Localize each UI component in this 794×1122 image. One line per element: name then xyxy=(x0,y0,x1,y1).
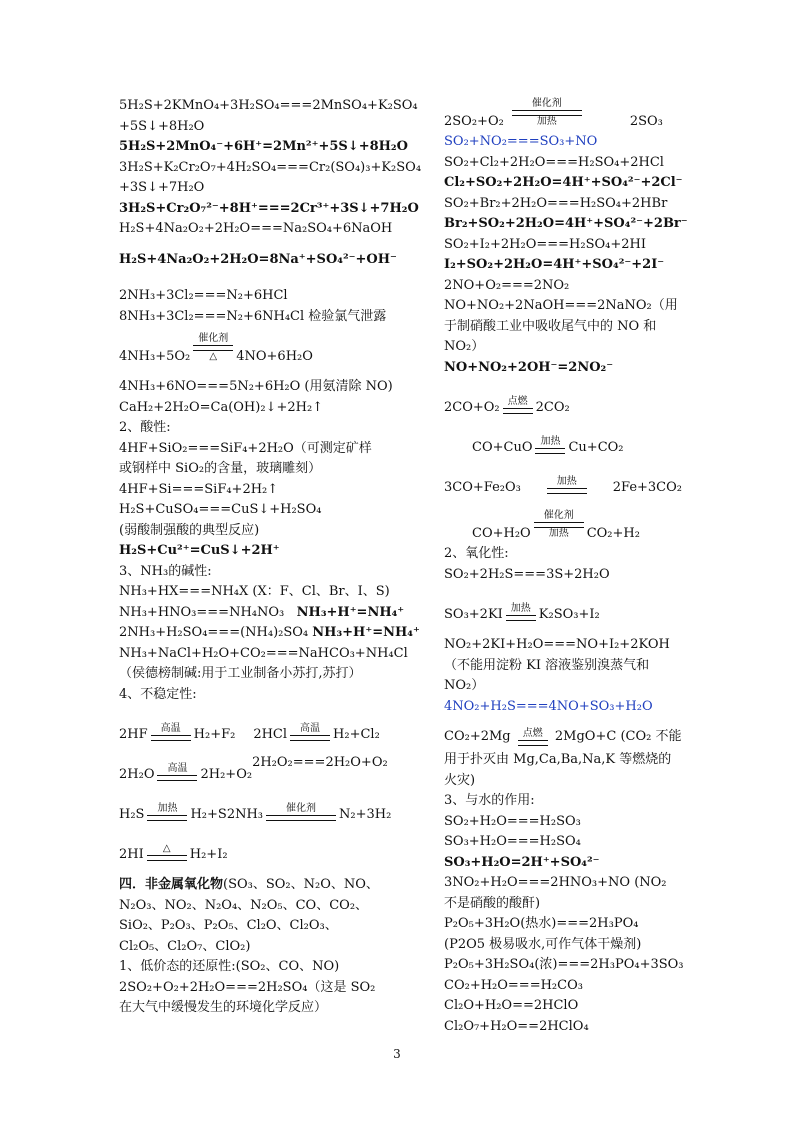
eq-hou-process: NH₃+NaCl+H₂O+CO₂===NaHCO₃+NH₄Cl xyxy=(119,645,408,661)
arrow-high-temp: 高温 xyxy=(290,723,330,741)
ionic-br2-so2: Br₂+SO₂+2H₂O=4H⁺+SO₄²⁻+2Br⁻ xyxy=(444,216,688,231)
eq-h2s-kmno4-cont: +5S↓+8H₂O xyxy=(119,118,205,134)
eq-nh3-cl2-excess: 8NH₃+3Cl₂===N₂+6NH₄Cl 检验氯气泄露 xyxy=(119,308,387,324)
ionic-cl2-so2: Cl₂+SO₂+2H₂O=4H⁺+SO₄²⁻+2Cl⁻ xyxy=(444,175,683,190)
eq-h2s-nh3-decomp-row: H₂S 加热 H₂+S 2NH₃ 催化剂 N₂+3H₂ xyxy=(119,803,392,822)
arrow-heat: 加热 xyxy=(547,476,587,494)
arrow-heat: 加热 xyxy=(535,436,565,454)
eq-no-no2-naoh: NO+NO₂+2NaOH===2NaNO₂（用于制硝酸工业中吸收尾气中的 NO 和 NO₂） xyxy=(444,298,678,354)
note-weak-acid: (弱酸制强酸的典型反应) xyxy=(119,522,260,538)
heading-with-water: 3、与水的作用: xyxy=(444,793,535,808)
eq-h2s-cuso4: H₂S+CuSO₄===CuS↓+H₂SO₄ xyxy=(119,502,322,517)
heading-nh3-basicity: 3、NH₃的碱性: xyxy=(119,563,212,579)
arrow-ignite: 点燃 xyxy=(518,728,548,746)
eq-co-cuo: CO+CuO 加热 Cu+CO₂ xyxy=(472,436,624,455)
ionic-h2s-na2o2: H₂S+4Na₂O₂+2H₂O=8Na⁺+SO₄²⁻+OH⁻ xyxy=(119,251,397,267)
arrow-high-temp: 高温 xyxy=(151,723,191,741)
right-column xyxy=(444,96,688,1037)
ionic-so3-h2o: SO₃+H₂O=2H⁺+SO₄²⁻ xyxy=(444,854,600,870)
eq-so2-no2: SO₂+NO₂===SO₃+NO xyxy=(444,134,598,149)
eq-hf-decomp-row: 2HF 高温 H₂+F₂ 2HCl 高温 H₂+Cl₂ xyxy=(119,723,380,742)
eq-so2-br2: SO₂+Br₂+2H₂O===H₂SO₄+2HBr xyxy=(444,195,668,211)
eq-so2-cl2: SO₂+Cl₂+2H₂O===H₂SO₄+2HCl xyxy=(444,154,664,170)
ionic-h2s-cr2o7: 3H₂S+Cr₂O₇²⁻+8H⁺===2Cr³⁺+3S↓+7H₂O xyxy=(119,200,419,216)
arrow-ignite: 点燃 xyxy=(503,396,533,414)
eq-no-o2: 2NO+O₂===2NO₂ xyxy=(444,277,570,293)
eq-nh3-o2: 4NH₃+5O₂ 催化剂 △ 4NO+6H₂O xyxy=(119,333,313,364)
eq-p2o5-h2o: P₂O₅+3H₂O(热水)===2H₃PO₄ (P2O5 极易吸水,可作气体干燥剂) xyxy=(444,916,642,952)
ionic-h2s-cu: H₂S+Cu²⁺=CuS↓+2H⁺ xyxy=(119,543,280,558)
eq-hi-decomp: 2HI △ H₂+I₂ xyxy=(119,843,228,862)
left-column xyxy=(119,96,422,1019)
eq-so2-h2s: SO₂+2H₂S===3S+2H₂O xyxy=(444,566,610,582)
eq-h2o-decomp-row: 2H₂O 高温 2H₂+O₂ 2H₂O₂===2H₂O+O₂ xyxy=(119,754,388,782)
eq-nh3-cl2: 2NH₃+3Cl₂===N₂+6HCl xyxy=(119,288,288,303)
arrow-high-temp: 高温 xyxy=(157,763,197,781)
eq-cl2o-h2o: Cl₂O+H₂O==2HClO xyxy=(444,998,579,1013)
eq-hf-si: 4HF+Si===SiF₄+2H₂↑ xyxy=(119,481,279,497)
eq-co2-mg: CO₂+2Mg 点燃 2MgO+C (CO₂ 不能用于扑灭由 Mg,Ca,Ba,Na,K 等燃烧的火灾) xyxy=(444,728,682,788)
eq-co-fe2o3: 3CO+Fe₂O₃ 加热 2Fe+3CO₂ xyxy=(444,476,682,495)
eq-so2-o2: 2SO₂+O₂ 催化剂 加热 2SO₃ xyxy=(444,98,663,129)
eq-no2-h2o: 3NO₂+H₂O===2HNO₃+NO (NO₂ 不是硝酸的酸酐) xyxy=(444,875,667,911)
eq-h2s-k2cr2o7: 3H₂S+K₂Cr₂O₇+4H₂SO₄===Cr₂(SO₄)₃+K₂SO₄ xyxy=(119,159,422,175)
eq-hf-sio2: 4HF+SiO₂===SiF₄+2H₂O（可测定矿样或钢样中 SiO₂的含量，玻璃雕刻） xyxy=(119,440,372,476)
note-hou-process: （侯德榜制碱:用于工业制备小苏打,苏打） xyxy=(119,666,362,681)
arrow-catalyst-heat: 催化剂 加热 xyxy=(512,98,582,128)
eq-so2-i2: SO₂+I₂+2H₂O===H₂SO₄+2HI xyxy=(444,236,647,252)
heading-low-valence: 1、低价态的还原性:(SO₂、CO、NO) xyxy=(119,959,340,974)
eq-co2-h2o: CO₂+H₂O===H₂CO₃ xyxy=(444,977,583,993)
heading-instability: 4、不稳定性: xyxy=(119,686,197,702)
eq-no2-ki: NO₂+2KI+H₂O===NO+I₂+2KOH（不能用淀粉 KI 溶液鉴别溴蒸气和 NO₂） xyxy=(444,637,670,693)
heading-acidity: 2、酸性: xyxy=(119,420,171,435)
eq-nh3-hno3: NH₃+HNO₃===NH₄NO₃ NH₃+H⁺=NH₄⁺ xyxy=(119,604,405,620)
eq-h2s-kmno4: 5H₂S+2KMnO₄+3H₂SO₄===2MnSO₄+K₂SO₄ xyxy=(119,98,418,113)
arrow-catalyst-heat: 催化剂 加热 xyxy=(534,510,584,540)
eq-cah2-h2o: CaH₂+2H₂O=Ca(OH)₂↓+2H₂↑ xyxy=(119,399,324,415)
heading-nonmetal-oxides: 四．非金属氧化物(SO₃、SO₂、N₂O、NO、N₂O₃、NO₂、N₂O₄、N₂O₅、CO、CO₂、SiO₂、P₂O₃、P₂O₅、Cl₂O、Cl₂O₃、Cl₂O₅、Cl₂O₇、ClO₂) xyxy=(119,877,379,954)
eq-co-h2o: CO+H₂O 催化剂 加热 CO₂+H₂ xyxy=(472,510,640,541)
eq-h2o2-decomp: 2H₂O₂===2H₂O+O₂ xyxy=(252,754,388,770)
ionic-h2s-mno4: 5H₂S+2MnO₄⁻+6H⁺=2Mn²⁺+5S↓+8H₂O xyxy=(119,139,408,154)
arrow-heat: 加热 xyxy=(147,803,187,821)
ionic-no-no2-oh: NO+NO₂+2OH⁻=2NO₂⁻ xyxy=(444,359,614,375)
note-co2-mg: (CO₂ 不能用于扑灭由 Mg,Ca,Ba,Na,K 等燃烧的火灾) xyxy=(444,729,682,788)
arrow-catalyst: 催化剂 xyxy=(266,803,336,821)
eq-no2-h2s: 4NO₂+H₂S===4NO+SO₃+H₂O xyxy=(444,698,653,714)
eq-nh3-hx: NH₃+HX===NH₄X (X：F、Cl、Br、I、S) xyxy=(119,584,390,599)
eq-so3-h2o: SO₃+H₂O===H₂SO₄ xyxy=(444,834,581,849)
arrow-heat: 加热 xyxy=(506,603,536,621)
eq-h2s-na2o2: H₂S+4Na₂O₂+2H₂O===Na₂SO₄+6NaOH xyxy=(119,221,393,236)
ionic-i2-so2: I₂+SO₂+2H₂O=4H⁺+SO₄²⁻+2I⁻ xyxy=(444,257,665,272)
eq-h2s-k2cr2o7-cont: +3S↓+7H₂O xyxy=(119,180,205,195)
eq-co-o2: 2CO+O₂ 点燃 2CO₂ xyxy=(444,396,570,415)
eq-nh3-h2so4: 2NH₃+H₂SO₄===(NH₄)₂SO₄ NH₃+H⁺=NH₄⁺ xyxy=(119,625,420,640)
eq-so3-ki: SO₃+2KI 加热 K₂SO₃+I₂ xyxy=(444,603,600,622)
eq-p2o5-h2so4: P₂O₅+3H₂SO₄(浓)===2H₃PO₄+3SO₃ xyxy=(444,957,684,972)
arrow-catalyst-heat: 催化剂 △ xyxy=(193,333,233,363)
page-number: 3 xyxy=(393,1047,401,1061)
eq-so2-h2o: SO₂+H₂O===H₂SO₃ xyxy=(444,813,581,829)
eq-nh3-no: 4NH₃+6NO===5N₂+6H₂O (用氨清除 NO) xyxy=(119,379,393,394)
arrow-heat-triangle: △ xyxy=(147,843,187,861)
eq-so2-o2-h2o: 2SO₂+O₂+2H₂O===2H₂SO₄（这是 SO₂在大气中缓慢发生的环境化学反应） xyxy=(119,979,376,1015)
eq-cl2o7-h2o: Cl₂O₇+H₂O==2HClO₄ xyxy=(444,1018,589,1034)
heading-oxidizing: 2、氧化性: xyxy=(444,546,509,561)
